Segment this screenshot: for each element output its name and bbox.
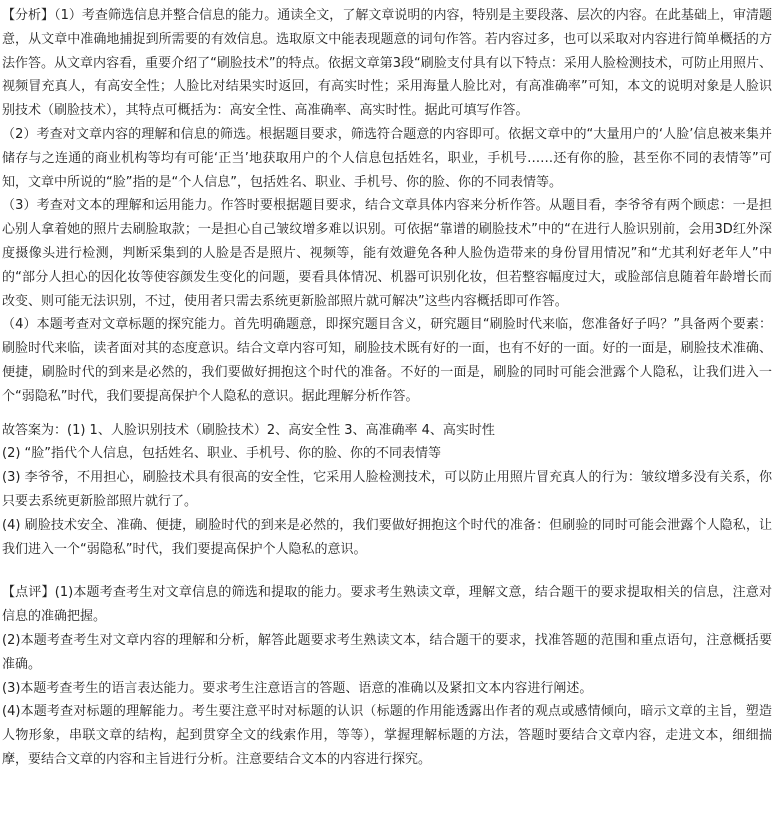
answer-line-4: (4) 刷脸技术安全、准确、便捷，刷脸时代的到来是必然的，我们要做好拥抱这个时代的准备：但刷验的同时可能会泄露个人隐私，让我们进入一个“弱隐私”时代，我们要提高保护个人隐私的意识。 bbox=[2, 517, 772, 557]
section-spacer bbox=[2, 561, 772, 581]
answer-section bbox=[2, 419, 772, 562]
analysis-paragraph-4: （4）本题考查对文章标题的探究能力。首先明确题意，即探究题目含义，研究题目“刷脸时代来临，您准备好子吗？”具备两个要素：刷脸时代来临，读者面对其的态度意识。结合文章内容可知，刷脸技术既有好的一面，也有不好的一面。好的一面是，刷脸技术准确、便捷，刷脸时代的到来是必然的，我们要做好拥抱这个时代的准备。不好的一面是，刷脸的同时可能会泄露个人隐私，让我们进入一个“弱隐私”时代，我们要提高保护个人隐私的意识。据此理解分析作答。 bbox=[2, 317, 772, 404]
comment-paragraph-1: 【点评】(1)本题考查考生对文章信息的筛选和提取的能力。要求考生熟读文章，理解文意，结合题干的要求提取相关的信息，注意对信息的准确把握。 bbox=[2, 585, 772, 625]
answer-line-2: (2) “脸”指代个人信息，包括姓名、职业、手机号、你的脸、你的不同表情等 bbox=[2, 446, 442, 462]
analysis-paragraph-3: （3）考查对文本的理解和运用能力。作答时要根据题目要求，结合文章具体内容来分析作答。从题目看，李爷爷有两个顾虑：一是担心别人拿着她的照片去刷脸取款；一是担心自己皱纹增多难以识别。可依据“靠谱的刷脸技术”中的“在进行人脸识别前，会用3D红外深度摄像头进行检测，判断采集到的人脸是否是照片、视频等，能有效避免各种人脸伪造带来的身份冒用情况”和“尤其利好老年人”中的“部分人担心的因化妆等使容颜发生变化的问题，要看具体情况、机器可识别化妆，但若整容幅度过大，或脸部信息随着年龄增长而改变、则可能无法识别，不过，使用者只需去系统更新脸部照片就可解决”这些内容概括即可作答。 bbox=[2, 198, 772, 309]
comment-section bbox=[2, 581, 772, 771]
analysis-paragraph-2: （2）考查对文章内容的理解和信息的筛选。根据题目要求，筛选符合题意的内容即可。依据文章中的“大量用户的‘人脸’信息被来集并储存与之连通的商业机构等均有可能‘正当’地获取用户的个人信息包括姓名，职业，手机号……还有你的脸，甚至你不同的表情等”可知，文章中所说的“脸”指的是“个人信息”，包括姓名、职业、手机号、你的脸、你的不同表情等。 bbox=[2, 126, 772, 190]
analysis-paragraph-1: 【分析】（1）考查筛选信息并整合信息的能力。通读全文，了解文章说明的内容，特别是主要段落、层次的内容。在此基础上，审清题意，从文章中准确地捕捉到所需要的有效信息。选取原文中能表现题意的词句作答。若内容过多，也可以采取对内容进行简单概括的方法作答。从文章内容看，重要介绍了“刷脸技术”的特点。依据文章第3段“刷脸支付具有以下特点：采用人脸检测技术，可防止用照片、视频冒充真人，有高安全性；人脸比对结果实时返回，有高实时性；采用海量人脸比对，有高准确率”可知，本文的说明对象是人脸识别技术（刷脸技术），其特点可概括为：高安全性、高准确率、高实时性。据此可填写作答。 bbox=[2, 8, 772, 119]
comment-paragraph-2: (2)本题考查考生对文章内容的理解和分析，解答此题要求考生熟读文本，结合题干的要求，找准答题的范围和重点语句，注意概括要准确。 bbox=[2, 632, 772, 672]
answer-line-3: (3) 李爷爷，不用担心，刷脸技术具有很高的安全性，它采用人脸检测技术，可以防止用照片冒充真人的行为：皱纹增多没有关系，你只要去系统更新脸部照片就行了。 bbox=[2, 470, 772, 509]
analysis-section bbox=[2, 4, 772, 409]
comment-paragraph-3: (3)本题考查考生的语言表达能力。要求考生注意语言的答题、语意的准确以及紧扣文本内容进行阐述。 bbox=[2, 680, 593, 696]
comment-paragraph-4: (4)本题考查对标题的理解能力。考生要注意平时对标题的认识（标题的作用能透露出作者的观点或感情倾向，暗示文章的主旨，塑造人物形象，串联文章的结构，起到贯穿全文的线索作用，等等），掌握理解标题的方法，答题时要结合文章内容，走进文本，细细揣摩，要结合文章的内容和主旨进行分析。注意要结合文本的内容进行探究。 bbox=[2, 704, 772, 767]
answer-line-1: 故答案为：(1) 1、人脸识别技术（刷脸技术）2、高安全性 3、高准确率 4、高实时性 bbox=[2, 422, 495, 438]
section-spacer bbox=[2, 409, 772, 419]
